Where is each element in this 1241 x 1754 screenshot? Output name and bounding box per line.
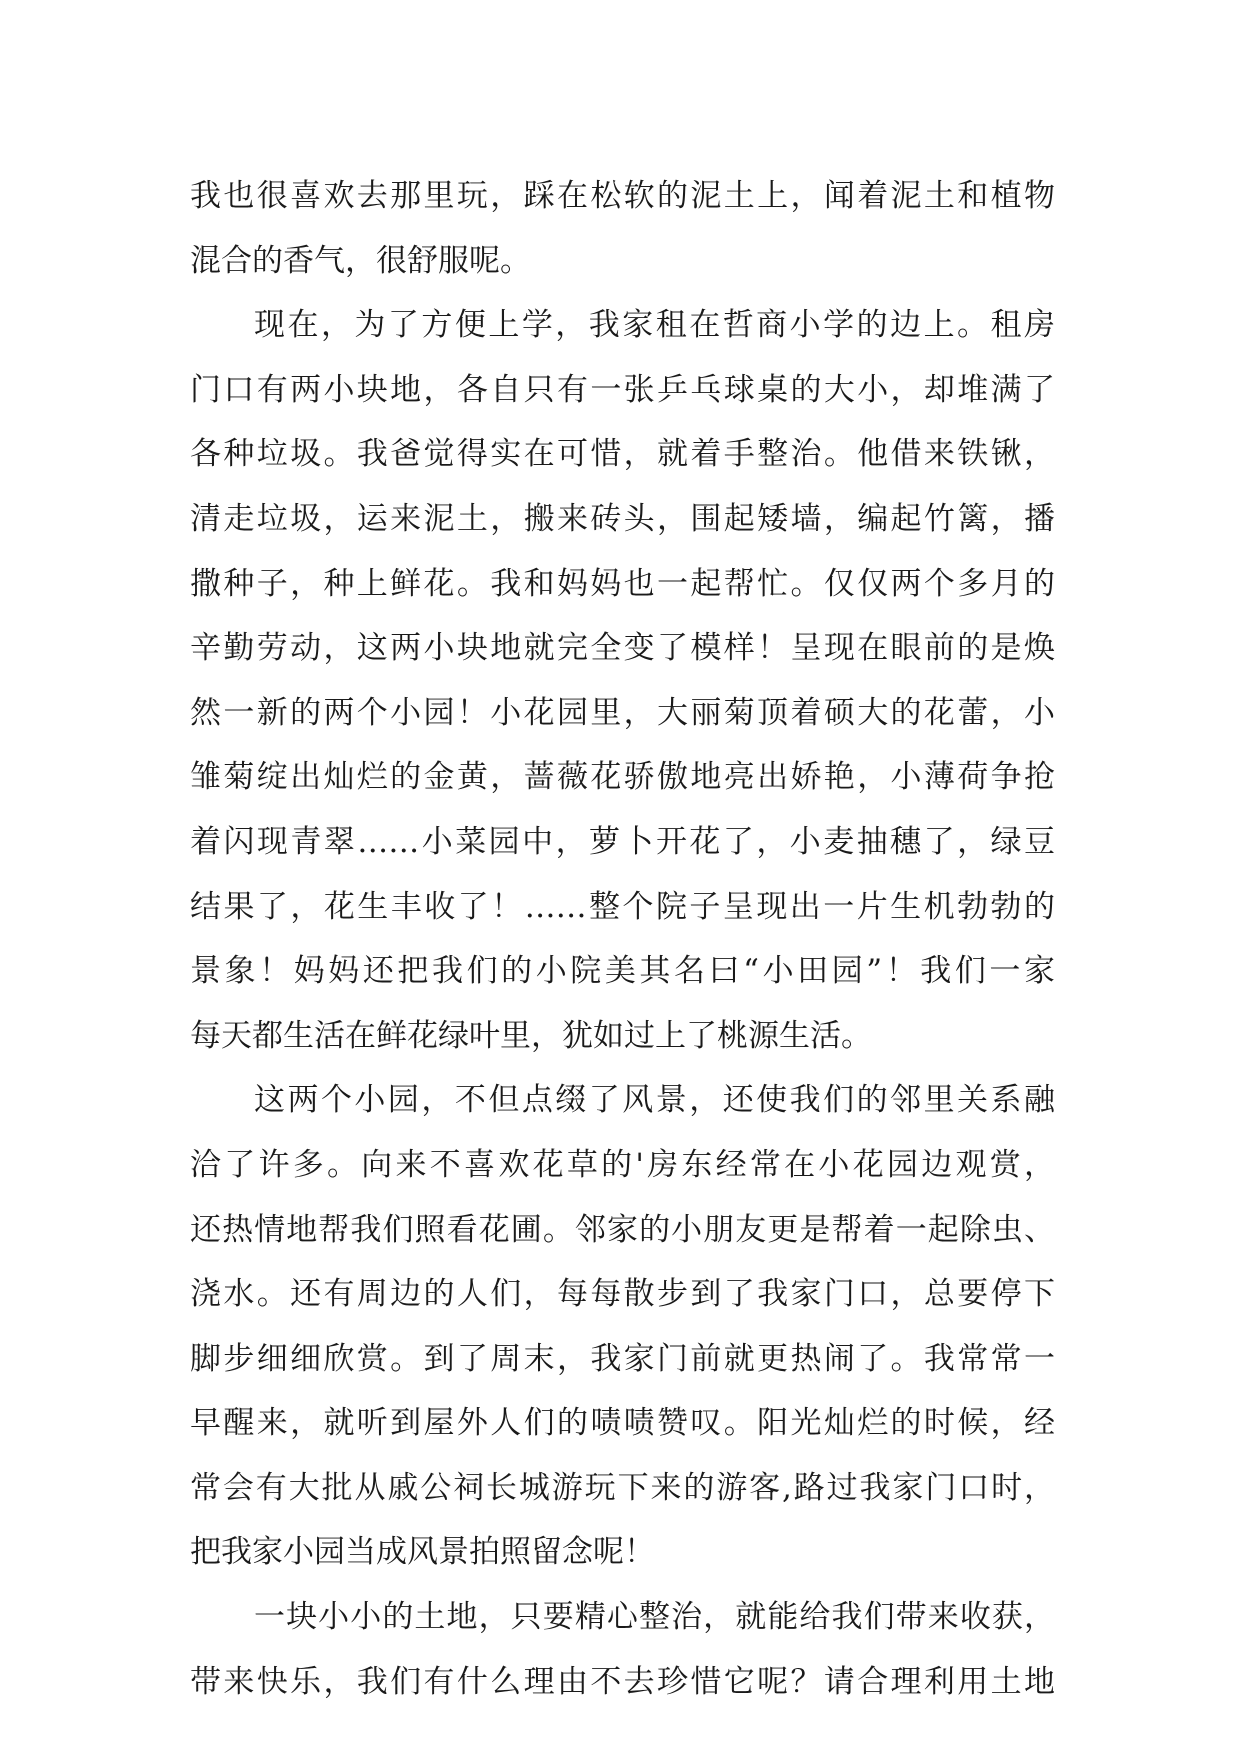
text-line: 然一新的两个小园！小花园里，大丽菊顶着硕大的花蕾，小 bbox=[190, 694, 1055, 731]
text-line: 我也很喜欢去那里玩，踩在松软的泥土上，闻着泥土和植物 bbox=[190, 178, 1055, 214]
text-line: 清走垃圾，运来泥土，搬来砖头，围起矮墙，编起竹篱，播 bbox=[190, 500, 1055, 537]
text-line: 着闪现青翠……小菜园中，萝卜开花了，小麦抽穗了，绿豆 bbox=[190, 823, 1055, 860]
text-line: 早醒来，就听到屋外人们的啧啧赞叹。阳光灿烂的时候，经 bbox=[190, 1405, 1055, 1442]
text-line: 撒种子，种上鲜花。我和妈妈也一起帮忙。仅仅两个多月的 bbox=[190, 565, 1055, 602]
text-line: 门口有两小块地，各自只有一张乒乓球桌的大小，却堆满了 bbox=[190, 371, 1055, 408]
text-line: 这两个小园，不但点缀了风景，还使我们的邻里关系融 bbox=[254, 1082, 1055, 1119]
text-line: 常会有大批从戚公祠长城游玩下来的游客,路过我家门口时， bbox=[190, 1469, 1055, 1506]
text-line: 每天都生活在鲜花绿叶里，犹如过上了桃源生活。 bbox=[190, 1017, 872, 1054]
text-line: 混合的香气，很舒服呢。 bbox=[190, 242, 531, 279]
text-line: 现在，为了方便上学，我家租在哲商小学的边上。租房 bbox=[254, 307, 1055, 344]
text-line: 把我家小园当成风景拍照留念呢！ bbox=[190, 1534, 655, 1571]
text-line: 脚步细细欣赏。到了周末，我家门前就更热闹了。我常常一 bbox=[190, 1340, 1055, 1377]
text-line: 一块小小的土地，只要精心整治，就能给我们带来收获， bbox=[254, 1599, 1055, 1636]
text-line: 还热情地帮我们照看花圃。邻家的小朋友更是帮着一起除虫、 bbox=[190, 1211, 1055, 1248]
text-line: 浇水。还有周边的人们，每每散步到了我家门口，总要停下 bbox=[190, 1276, 1055, 1313]
text-line: 带来快乐，我们有什么理由不去珍惜它呢？请合理利用土地 bbox=[190, 1663, 1055, 1700]
text-line: 雏菊绽出灿烂的金黄，蔷薇花骄傲地亮出娇艳，小薄荷争抢 bbox=[190, 759, 1055, 796]
text-line: 辛勤劳动，这两小块地就完全变了模样！呈现在眼前的是焕 bbox=[190, 630, 1055, 667]
text-line: 结果了，花生丰收了！……整个院子呈现出一片生机勃勃的 bbox=[190, 888, 1055, 925]
text-line: 各种垃圾。我爸觉得实在可惜，就着手整治。他借来铁锹， bbox=[190, 436, 1055, 473]
text-line: 景象！妈妈还把我们的小院美其名曰“小田园”！我们一家 bbox=[190, 953, 1055, 990]
text-line: 洽了许多。向来不喜欢花草的'房东经常在小花园边观赏， bbox=[190, 1146, 1055, 1183]
body-text bbox=[190, 164, 1055, 1714]
